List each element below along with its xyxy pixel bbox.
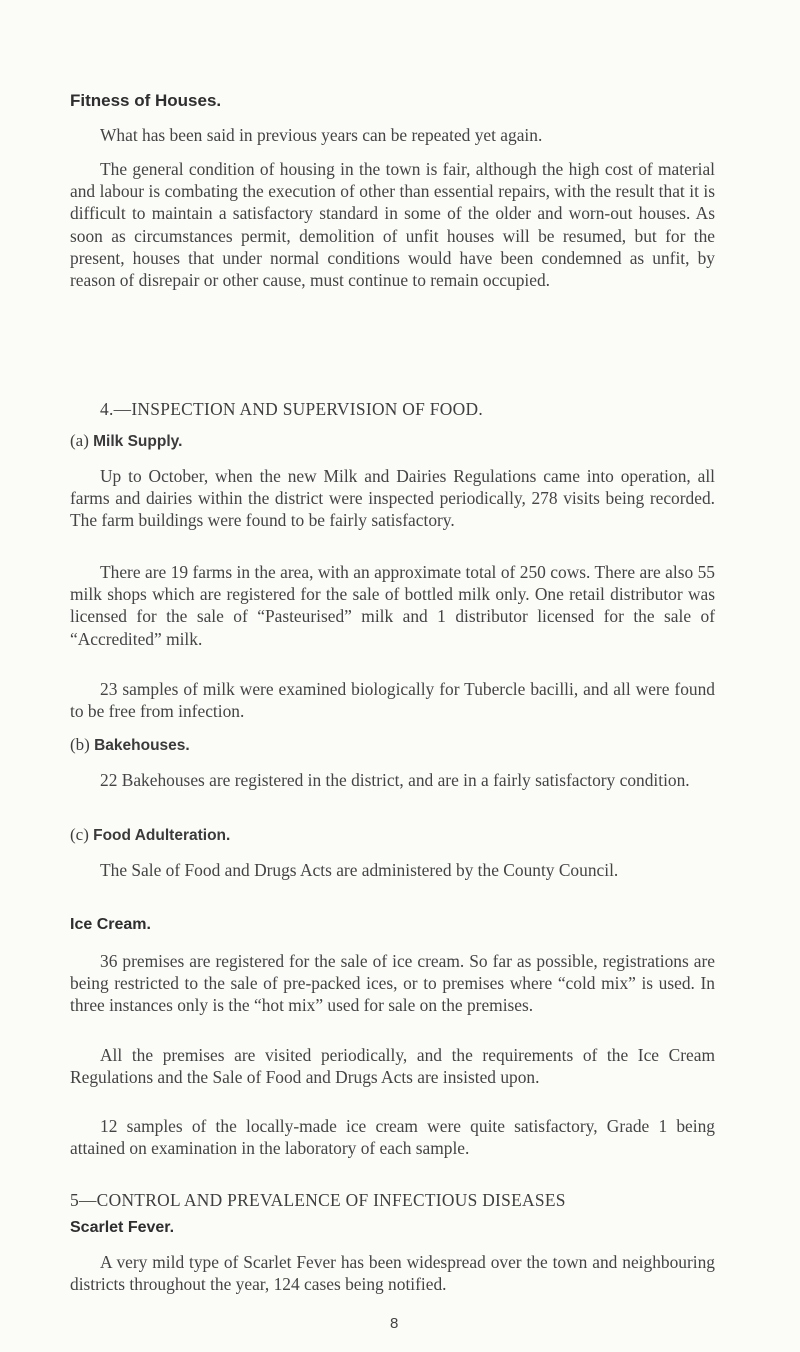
food-adulteration-letter: (c) (70, 825, 89, 844)
section-4-heading: 4.—INSPECTION AND SUPERVISION OF FOOD. (100, 399, 483, 419)
ice-cream-paragraph-2: All the premises are visited periodically, and the requirements of the Ice Cream Regulations and the Sale of Food and Drugs Acts are insisted upon. (70, 1045, 715, 1088)
bakehouses-heading (70, 735, 190, 755)
food-adulteration-heading (70, 825, 230, 845)
fitness-paragraph-2: The general condition of housing in the town is fair, although the high cost of material and labour is combating the execution of other than essential repairs, with the result that it is difficult to maintain a satisfactory standard in some of the older and worn-out houses. As soon as circumstances permit, demolition of unfit houses will be resumed, but for the present, houses that under normal conditions would have been condemned as unfit, by reason of disrepair or other cause, must continue to remain occupied. (70, 159, 715, 291)
food-adulteration-paragraph: The Sale of Food and Drugs Acts are administered by the County Council. (100, 860, 619, 880)
food-adulteration-title: Food Adulteration. (93, 827, 231, 844)
page-number: 8 (390, 1315, 399, 1332)
section-5-heading: 5—CONTROL AND PREVALENCE OF INFECTIOUS DISEASES (70, 1190, 566, 1210)
milk-supply-heading (70, 431, 182, 451)
ice-cream-paragraph-1: 36 premises are registered for the sale of ice cream. So far as possible, registrations are being restricted to the sale of pre-packed ices, or to premises where “cold mix” is used. In three instances only is the “hot mix” used for sale on the premises. (70, 951, 715, 1016)
fitness-paragraph-1: What has been said in previous years can be repeated yet again. (100, 125, 543, 145)
milk-paragraph-1: Up to October, when the new Milk and Dairies Regulations came into operation, all farms and dairies within the district were inspected periodically, 278 visits being recorded. The farm buildings were found to be fairly satisfactory. (70, 466, 715, 531)
scarlet-fever-heading: Scarlet Fever. (70, 1219, 175, 1236)
ice-cream-paragraph-3: 12 samples of the locally-made ice cream were quite satisfactory, Grade 1 being attained on examination in the laboratory of each sample. (70, 1116, 715, 1159)
milk-supply-title: Milk Supply. (93, 433, 183, 450)
bakehouses-paragraph: 22 Bakehouses are registered in the district, and are in a fairly satisfactory condition. (100, 770, 690, 790)
milk-paragraph-3: 23 samples of milk were examined biologically for Tubercle bacilli, and all were found to be free from infection. (70, 679, 715, 722)
bakehouses-title: Bakehouses. (94, 737, 190, 754)
milk-supply-letter: (a) (70, 431, 89, 450)
fitness-heading: Fitness of Houses. (70, 91, 222, 110)
milk-paragraph-2: There are 19 farms in the area, with an approximate total of 250 cows. There are also 55 milk shops which are registered for the sale of bottled milk only. One retail distributor was licensed for the sale of “Pasteurised” milk and 1 distributor licensed for the sale of “Accredited” milk. (70, 562, 715, 649)
scarlet-fever-paragraph: A very mild type of Scarlet Fever has been widespread over the town and neighbouring districts throughout the year, 124 cases being notified. (70, 1252, 715, 1295)
bakehouses-letter: (b) (70, 735, 90, 754)
ice-cream-heading: Ice Cream. (70, 916, 151, 933)
